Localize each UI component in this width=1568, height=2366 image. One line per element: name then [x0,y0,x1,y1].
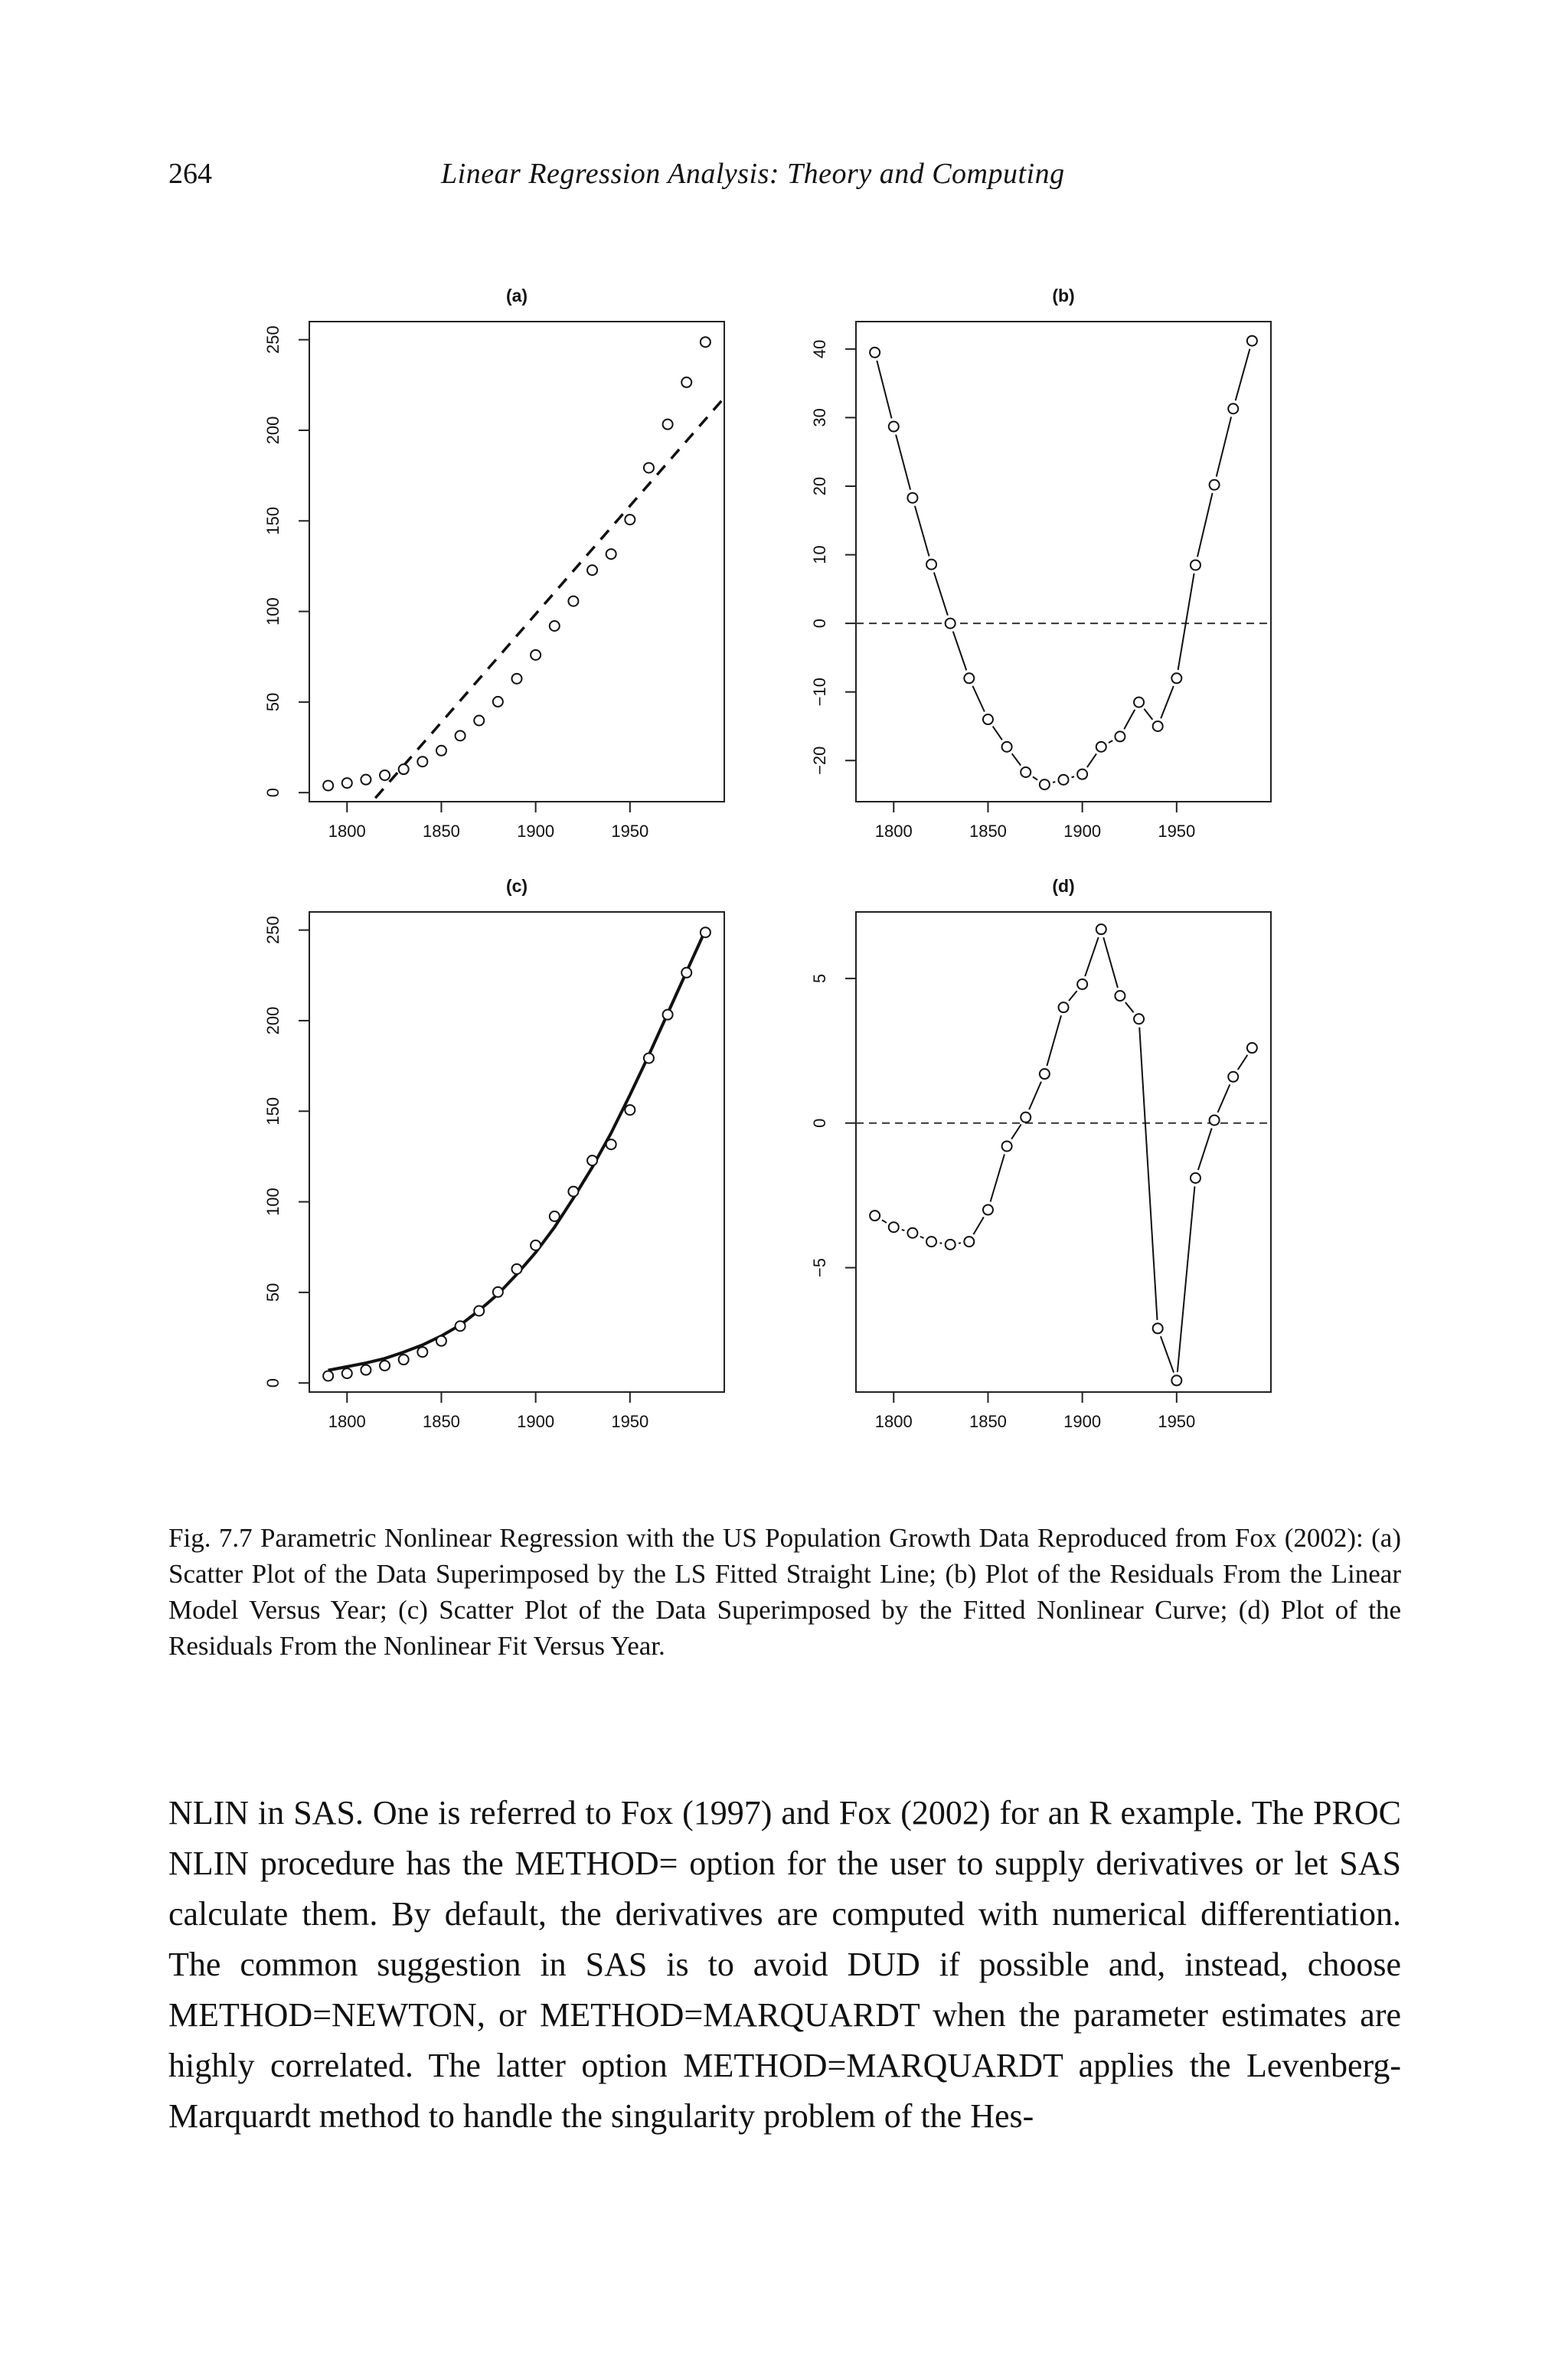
ls-fitted-line [375,397,724,798]
panel-a [263,286,724,841]
data-point [323,780,333,790]
residual-segment [1236,349,1250,400]
panel-title: (b) [1052,286,1075,306]
plot-area [856,336,1271,790]
data-point [1077,979,1087,989]
data-point [399,764,409,774]
x-tick-label: 1900 [517,1412,555,1431]
data-point [701,927,710,937]
data-point [681,968,691,978]
data-point [1153,1323,1163,1333]
x-tick-label: 1900 [517,822,555,841]
panel-d [810,876,1271,1431]
data-point [926,560,936,570]
residual-segment [1053,782,1055,783]
y-tick-label: 150 [263,506,283,535]
data-point [1002,742,1012,752]
data-point [964,1237,974,1247]
data-point [1210,1115,1220,1125]
residual-segment [1087,753,1096,767]
x-tick-label: 1950 [611,822,649,841]
y-tick-label: 0 [810,618,829,629]
y-tick-label: 100 [263,597,283,626]
data-point [399,1355,409,1364]
residual-segment [1139,1028,1157,1320]
data-point [512,674,522,684]
residual-segment [1029,1082,1041,1109]
plot-frame [856,912,1271,1392]
data-point [531,650,541,660]
data-point [417,757,427,766]
data-point [1115,991,1125,1001]
residual-segment [877,361,891,418]
residual-segment [882,1220,887,1223]
plot-area [856,924,1271,1385]
plot-frame [856,322,1271,802]
data-point [550,1211,560,1221]
data-point [964,673,974,683]
data-point [1021,1113,1031,1123]
residual-segment [1178,1186,1195,1371]
y-tick-label: 0 [263,788,283,798]
data-point [983,1205,993,1215]
x-tick-label: 1900 [1063,1412,1102,1431]
residual-segment [991,1154,1004,1201]
data-point [1210,480,1220,490]
residual-segment [953,632,966,671]
y-tick-label: 40 [810,339,829,359]
y-tick-label: 0 [810,1118,829,1128]
residual-segment [1069,991,1077,1001]
y-tick-label: 5 [810,973,829,983]
y-tick-label: 150 [263,1096,283,1126]
data-point [1134,698,1144,708]
data-point [1059,775,1069,785]
residual-segment [1109,740,1112,743]
residual-segment [1103,937,1118,988]
plot-area [323,337,724,798]
data-point [380,770,390,780]
data-point [436,746,446,756]
x-tick-label: 1950 [1158,822,1196,841]
running-title: Linear Regression Analysis: Theory and Computing [441,158,1065,190]
residual-segment [920,1237,924,1238]
data-point [663,420,673,430]
residual-segment [1125,1002,1134,1012]
data-point [587,565,597,575]
data-point [1228,1072,1238,1082]
residual-segment [1033,777,1037,780]
residual-segment [1085,937,1098,976]
data-point [493,1287,503,1297]
data-point [1002,1141,1012,1151]
y-tick-label: 200 [263,1006,283,1035]
residual-segment [1124,710,1135,730]
residual-segment [1198,1128,1212,1170]
data-point [926,1237,936,1247]
residual-segment [1197,493,1213,557]
data-point [342,1368,352,1378]
x-tick-label: 1900 [1063,822,1102,841]
plot-frame [309,322,724,802]
data-point [550,621,560,631]
y-tick-label: 30 [810,408,829,427]
y-tick-label: 10 [810,545,829,564]
residual-segment [993,727,1002,740]
data-point [983,714,993,724]
data-point [907,1228,917,1238]
data-point [625,515,635,525]
data-point [1077,770,1087,779]
residual-segment [1238,1055,1248,1070]
data-point [493,697,503,707]
data-point [587,1155,597,1165]
data-point [456,730,466,740]
x-tick-label: 1850 [969,822,1007,841]
residual-segment [973,1217,983,1235]
x-tick-label: 1800 [874,822,913,841]
data-point [1021,767,1031,777]
data-point [907,493,917,503]
residual-segment [1144,709,1152,720]
data-point [681,377,691,387]
x-tick-label: 1950 [1158,1412,1196,1431]
data-point [361,775,371,785]
residual-segment [1217,1084,1230,1112]
data-point [1059,1002,1069,1012]
body-paragraph: NLIN in SAS. One is referred to Fox (1997) and Fox (2002) for an R example. The PROC NLIN procedure has the METHOD= option for the user to supply derivatives or let SAS calculate them. By default, the derivatives are computed with numerical differentiation. The common suggestion in SAS is to avoid DUD if possible and, instead, choose METHOD=NEWTON, or METHOD=MARQUARDT when the parameter estimates are highly correlated. The latter option METHOD=MARQUARDT applies the Levenberg-Marquardt method to handle the singularity problem of the Hes- [168,1794,1401,2135]
y-tick-label: 100 [263,1188,283,1216]
residual-segment [1072,776,1075,777]
data-point [1115,731,1125,741]
data-point [870,1211,880,1221]
data-point [474,1306,484,1316]
data-point [417,1347,427,1357]
residual-segment [1161,686,1174,718]
data-point [1040,1069,1050,1079]
residual-segment [1012,753,1021,765]
y-tick-label: −5 [810,1258,829,1278]
data-point [1096,742,1106,752]
figure-caption: Fig. 7.7 Parametric Nonlinear Regression with the US Population Growth Data Reproduced from Fox (2002): (a) Scatter Plot of the Data Superimposed by the LS Fitted Straight Line; (b) Plot of the Residuals From the Linear Model Versus Year; (c) Scatter Plot of the Data Superimposed by the Fitted Nonlinear Curve; (d) Plot of the Residuals From the Nonlinear Fit Versus Year. [168,1523,1401,1661]
data-point [889,1222,899,1232]
data-point [380,1361,390,1371]
data-point [1191,1173,1200,1183]
y-tick-label: 50 [263,692,283,712]
residual-segment [1217,417,1231,476]
residual-segment [972,686,984,712]
data-point [663,1010,673,1020]
data-point [361,1365,371,1375]
panel-title: (d) [1052,876,1075,896]
data-point [323,1371,333,1381]
y-tick-label: 50 [263,1283,283,1302]
x-tick-label: 1850 [969,1412,1007,1431]
residual-segment [896,435,910,490]
data-point [1171,673,1181,683]
data-point [1228,404,1238,413]
data-point [342,778,352,788]
data-point [1171,1375,1181,1385]
y-tick-label: 200 [263,416,283,445]
data-point [644,462,654,472]
data-point [1096,924,1106,934]
plot-area [323,927,710,1381]
data-point [1134,1014,1144,1024]
x-tick-label: 1800 [874,1412,913,1431]
data-point [946,619,956,629]
panel-title: (c) [505,876,528,896]
plot-frame [309,912,724,1392]
data-point [946,1240,956,1250]
residual-segment [934,573,948,616]
data-point [606,549,616,559]
data-point [644,1053,654,1063]
data-point [512,1264,522,1274]
y-tick-label: −20 [810,746,829,775]
data-point [531,1240,541,1250]
data-point [625,1105,635,1115]
data-point [1153,721,1163,731]
y-tick-label: 0 [263,1378,283,1388]
residual-segment [1161,1336,1174,1372]
data-point [568,1187,578,1197]
panel-b [810,286,1271,841]
data-point [870,348,880,358]
x-tick-label: 1800 [328,1412,366,1431]
panel-c [263,876,724,1431]
data-point [701,337,710,347]
x-tick-label: 1800 [328,822,366,841]
residual-segment [1178,574,1194,670]
data-point [474,716,484,726]
data-point [1191,560,1200,570]
panel-title: (a) [505,286,528,306]
data-point [436,1336,446,1346]
y-tick-label: 250 [263,325,283,355]
x-tick-label: 1950 [611,1412,649,1431]
data-point [606,1139,616,1149]
y-tick-label: 250 [263,916,283,945]
data-point [1040,779,1050,789]
data-point [1247,336,1257,346]
x-tick-label: 1850 [422,822,460,841]
data-point [456,1321,466,1331]
data-point [568,596,578,606]
x-tick-label: 1850 [422,1412,460,1431]
y-tick-label: −10 [810,678,829,707]
data-point [889,422,899,432]
page-number: 264 [168,158,212,190]
y-tick-label: 20 [810,476,829,496]
residual-segment [915,506,929,557]
residual-segment [1047,1015,1061,1066]
data-point [1247,1043,1257,1053]
residual-segment [1011,1124,1021,1139]
nonlinear-fitted-curve [328,930,706,1371]
